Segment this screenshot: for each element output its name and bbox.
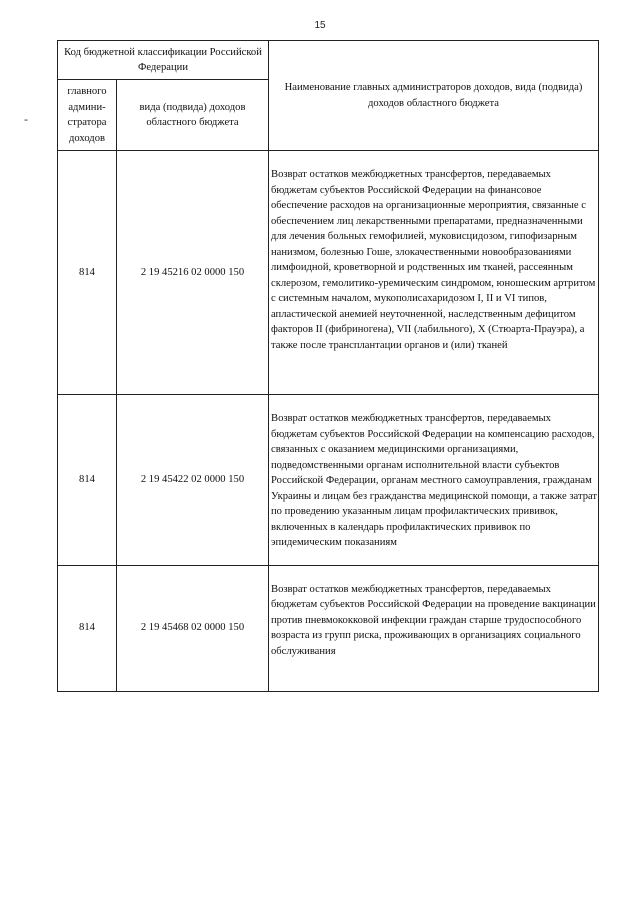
admin-code-cell: 814 xyxy=(58,151,117,395)
description-cell: Возврат остатков межбюджетных трансфертов, передаваемых бюджетам субъектов Российской Федерации на проведение вакцинации против пневмококковой инфекции граждан старше трудоспособного возраста из групп риска, проживающих в организациях социального обслуживания xyxy=(269,565,599,691)
description-cell: Возврат остатков межбюджетных трансфертов, передаваемых бюджетам субъектов Российской Федерации на компенсацию расходов, связанных с оказанием медицинскими организациями, подведомственными органам исполнительной власти субъектов Российской Федерации, органам местного самоуправления, гражданам Украины и лицам без гражданства медицинской помощи, а также затрат по проведению указанным лицам профилактических прививок, включенных в календарь профилактических прививок по эпидемическим показаниям xyxy=(269,395,599,566)
table-row xyxy=(58,565,599,691)
page-number: 15 xyxy=(314,20,326,31)
income-code-cell: 2 19 45422 02 0000 150 xyxy=(117,395,269,566)
income-code-cell: 2 19 45468 02 0000 150 xyxy=(117,565,269,691)
margin-mark: - xyxy=(24,112,28,126)
table-row xyxy=(58,395,599,566)
header-admin-column: главного админи-стратора доходов xyxy=(58,80,117,151)
admin-code-cell: 814 xyxy=(58,565,117,691)
income-code-cell: 2 19 45216 02 0000 150 xyxy=(117,151,269,395)
description-cell: Возврат остатков межбюджетных трансфертов, передаваемых бюджетам субъектов Российской Федерации на финансовое обеспечение расходов на организационные мероприятия, связанные с обеспечением лиц лекарственными препаратами, предназначенными для лечения больных гемофилией, муковисцидозом, гипофизарным нанизмом, болезнью Гоше, злокачественными новообразованиями лимфоидной, кроветворной и родственных им тканей, рассеянным склерозом, гемолитико-уремическим синдромом, юношеским артритом с системным началом, мукополисахаридозом I, II и VI типов, апластической анемией неуточненной, наследственным дефицитом факторов II (фибриногена), VII (лабильного), X (Стюарта-Прауэра), а также после трансплантации органов и (или) тканей xyxy=(269,151,599,395)
budget-classification-table xyxy=(57,40,599,692)
header-code-column: вида (подвида) доходов областного бюджета xyxy=(117,80,269,151)
header-classification-group: Код бюджетной классификации Российской Федерации xyxy=(58,41,269,80)
table-row xyxy=(58,151,599,395)
header-name-column: Наименование главных администраторов доходов, вида (подвида) доходов областного бюджета xyxy=(269,41,599,151)
admin-code-cell: 814 xyxy=(58,395,117,566)
table-header-row xyxy=(58,41,599,80)
